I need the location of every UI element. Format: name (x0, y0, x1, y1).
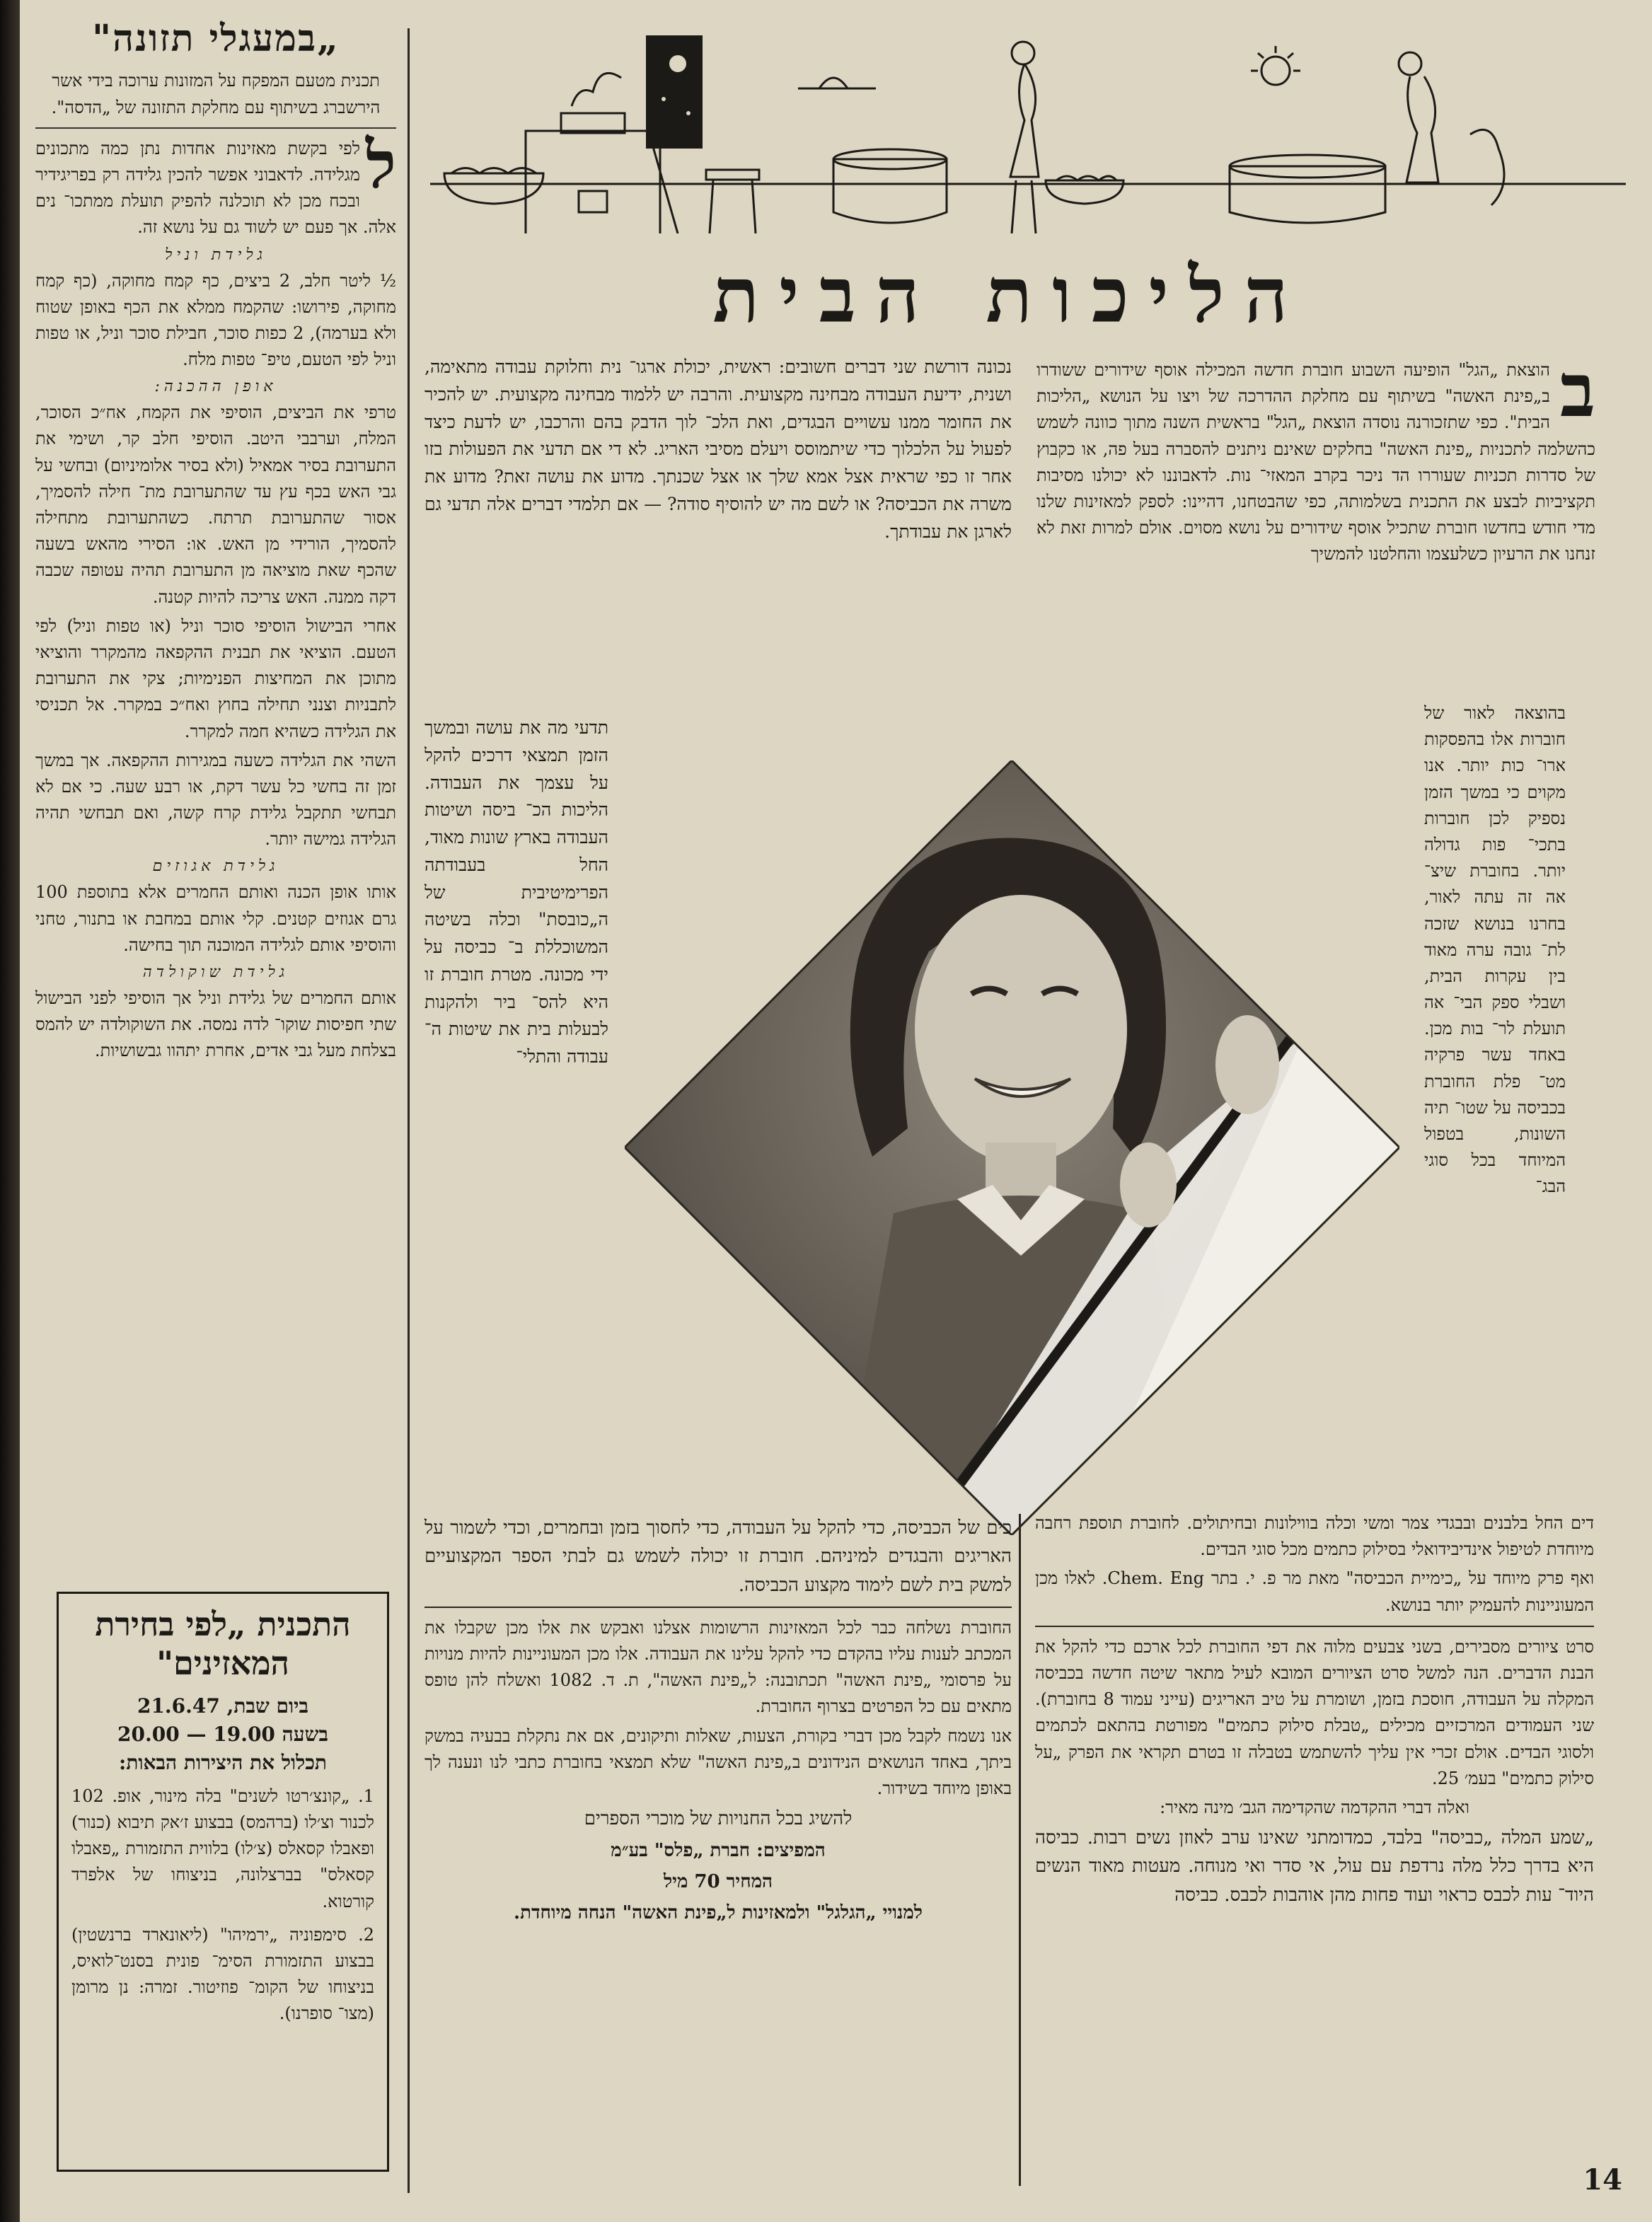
after-cooking-text: אחרי הבישול הוסיפי סוכר וניל (או טפות וניל) לפי הטעם. הוציאי את תבנית ההקפאה מהמקרר והוציאי מתוכן את המחיצות הפנימיות; צקי את התערובת לתבניות וצנני תחילה בחוץ ואח״כ במקרר. אל תכניסי את הגלידה כשהיא חמה למקרר. (35, 615, 396, 741)
bottom-column-divider (1019, 1514, 1021, 2186)
left-intro: ל לפי בקשת מאזינות אחדות נתן כמה מתכונים מגלידה. לדאבוני אפשר להכין גלידה רק בפריגידיר ובכח מכן לא תוכלנה להפיק תועלת ממתכו־ נים אלה. אך פעם יש לשוד גם על נושא זה. (35, 126, 396, 238)
preface-text: „שמע המלה „כביסה" בלבד, כמדומתני שאינו ערב לאוזן נשים רבות. כביסה היא בדרך כלל מלה נרדפת עם עול, אי סדר ואי מנוחה. מעטות מאוד הנשים היוד־ עות לכבס כראוי ועוד פחות מהן אוהבות לכבס. כביסה (1035, 1827, 1594, 1906)
article-right-narrow-column (1424, 700, 1566, 1203)
article-middle-bottom-2: אנו נשמח לקבל מכן דברי בקורת, הצעות, שאלות ותיקונים, אם את נתקלת בבעיה במשק ביתך, באחד הנושאים הנידונים ב„פינת האשה" שלא תמצאי בחוברת כתבי לנו ונענה לך באופן מיוחד בשידור. (424, 1725, 1012, 1799)
article-intro: ב הוצאת „הגל" הופיעה השבוע חוברת חדשה המכילה אוסף שידורים ששודרו ב„פינת האשה" בשיתוף עם מחלקת ההדרכה של ויצו על הנושא „הליכות הבית". כפי שתזכורנה נוסדה הוצאת „הגל" בראשית השנה מתוך כוונה לשמש כהשלמה לתכניות „פינת האשה" בחלקים שאינם ניתנים להסברה בעל פה, או כקבוץ של סדרות תכניות שעוררו הד ניכר בקרב המאזי־ נות. לדאבוננו לא יכולנו מסיבות תקציביות לבצע את התכנית בשלמותה, כפי שהבטחנו, דהיינו: לספק למאזינות שלנו מדי חודש בחדשו חוברת שתכיל אוסף שידורים על נושא מסוים. אולם למרות זאת לא זנחנו את הרעיון כשלעצמו והחלטנו להמשיך (1036, 347, 1596, 565)
left-column-title: „במעגלי תזונה" (92, 17, 340, 60)
article-drop-cap: ב (1559, 347, 1595, 434)
right-divider (1035, 1626, 1594, 1627)
left-column-subtitle: תכנית מטעם המפקח על המזונות ערוכה בידי אשר הירשברג בשיתוף עם מחלקת התזונה של „הדסה". (35, 67, 396, 129)
magazine-page (20, 0, 1652, 2222)
program-item-1: 1. „קונצ׳רטו לשנים" בלה מינור, אופ. 102 לכנור וצ׳לו (ברהמס) בבצוע ז׳אק תיבוא (כנור) ופאבלו קסאלס (צ׳לו) בלווית התזמורת „פאבלו קסאלס" בברצלונה, בניצוחו של אלפרד קורטוא. (71, 1786, 374, 1911)
book-binding-edge (0, 0, 20, 2222)
program-time: בשעה 19.00 — 20.00 (117, 1723, 328, 1747)
method-title: אופן ההכנה: (154, 378, 277, 396)
program-date: ביום שבת, 21.6.47 (137, 1694, 309, 1718)
article-middle-column (424, 354, 1012, 548)
recipe1-ingredients: ½ ליטר חלב, 2 ביצים, כף קמח מחוקה, (כף קמח מחוקה, פירושו: שהקמח ממלא את הכף באופן שטוח ולא בערמה), 2 כפות סוכר, חבילת סוכר וניל, או טפות וניל לפי הטעם, טיפ־ טפות מלח. (35, 270, 396, 370)
article-illustration-note: סרט ציורים מסבירים, בשני צבעים מלוה את דפי החוברת לכל ארכם כדי להקל את הבנת הדברים. הנה למשל סרט הציורים המובא לעיל מתאר שיטה חדשה בכביסה המקלה על העבודה, חוסכת בזמן, ושומרת על טיב האריגים (עייני עמוד 8 בחוברת). שני העמודים המרכזיים מכילים „טבלת סילוק כתמים" מפורטת בהתאם לכתמים ולסוגי הבדים. אולם זכרי אין עליך להשתמש בטבלה זו בטרם תקראי את הפרק „על סילוק כתמים" בעמ׳ 25. (1035, 1636, 1595, 1788)
program-item-2: 2. סימפוניה „ירמיהו" (ליאונארד ברנשטין) בבצוע התזמורת הסימ־ פונית בסנט־לואיס, בניצוחו של הקומ־ פוזיטור. זמרה: נן מרומן (מצו־ סופרנו). (71, 1924, 374, 2024)
article-right-column (1036, 347, 1596, 571)
subscribers-line: למנויי „הגלגל" ולמאזינות ל„פינת האשה" הנחה מיוחדת. (514, 1902, 923, 1924)
laundry-illustration-strip (423, 21, 1633, 233)
article-right-continue: דים החל בלבנים ובבגדי צמר ומשי וכלה בווילונות ובחיתולים. לחוברת תוספת רחבה מיוחדת לטיפול אינדיבידואלי בסילוק כתמים מכל סוגי הבדים. (1035, 1513, 1594, 1560)
recipe3-title: גלידת שוקולדה (142, 964, 289, 982)
recipe1-title: גלידת וניל (165, 245, 267, 264)
recipe2-text: אותו אופן הכנה ואותם החמרים אלא בתוספת 100 גרם אגוזים קטנים. קלי אותם במחבת או בתנור, טחני והוסיפי אותם לגלידה המוכנה תוך בחישה. (35, 882, 396, 955)
article-middle-narrow-text: תדעי מה את עושה ובמשך הזמן תמצאי דרכים להקל על עצמך את העבודה. הליכות הכ־ ביסה ושיטות העבודה בארץ שונות מאוד, החל בעבודתה הפרימיטיבית של ה„כובסת" וכלה בשיטה המשוכללת ב־ כביסה על ידי מכונה. מטרת חוברת זו היא להס־ ביר ולהקנות לבעלות בית את שיטות ה־ עבודה והתלי־ (424, 717, 608, 1067)
article-right-bottom (1035, 1510, 1594, 1912)
method-text: טרפי את הביצים, הוסיפי את הקמח, אח״כ הסוכר, המלח, וערבבי היטב. הוסיפי חלב קר, ושימי את התערובת בסיר אמאיל (ולא בסיר אלומיניום) ובחשי על גבי האש בכף עץ עד שהתערובת מת־ חילה להסמיך, אסור שהתערובת תרתח. כשהתערובת מתחילה להסמיך, הורידי מן האש. או: הסירי מהאש בשעה שהכף שאת מוציאה מן התערובת תהיה עטופה שכבה דקה ממנה. האש צריכה להיות קטנה. (35, 403, 396, 607)
article-middle-bottom-1: החוברת נשלחה כבר לכל המאזינות הרשומות אצלנו ואבקש את אלו מכן שקבלו את המכתב לענות עליו בהקדם כדי להקל עלינו את העבודה. אלו מכן המעוניינות להיות מנויות על פרסומי „פינת האשה" תכתובנה: ל„פינת האשה", ת. ד. 1082 ואשלח להן טופס מתאים עם כל הפרטים בצרוף החוברת. (424, 1617, 1012, 1717)
column-divider (408, 28, 410, 2193)
recipe2-title: גלידת אגוזים (152, 857, 279, 876)
distributors-line: המפיצים: חברת „פלס" בע״מ (611, 1839, 826, 1861)
article-middle-narrow-column (424, 714, 608, 1074)
middle-divider (424, 1607, 1012, 1608)
article-middle-text: נכונה דורשת שני דברים חשובים: ראשית, יכולת ארגו־ נית וחלוקת עבודה מתאימה, ושנית, ידיעת העבודה מבחינה מקצועית. והרבה יש ללמוד מבחינה מקצועית. יש להכיר את החומר ממנו עשויים הבגדים, ואת הלכ־ לוך הדבק בהם והרכבו, יש לדעת כיצד לפעול על הלכלוך כדי שיתמוסס ויעלם מסיבי האריג. לא די אם תדעי את הפעולות בזו אחר זו כפי שראית אצל אמא שלך או אצל שכנתך. מדוע את עושה זאת? מדוע את משרה את הכביסה? או לשם מה יש להוסיף סודה? — אם תלמדי דברים אלה תדעי גם לארגן את עבודתך. (424, 357, 1012, 542)
page-number: 14 (1583, 2163, 1622, 2197)
recipe3-text: אותם החמרים של גלידת וניל אך הוסיפי לפני הבישול שתי חפיסות שוקו־ לדה נמסה. את השוקולדה יש להמס בצלחת מעל גבי אדים, אחרת יתהוו גבשושיות. (35, 988, 396, 1061)
program-box-title: התכנית „לפי בחירת המאזינים" (95, 1605, 351, 1683)
price-line: המחיר 70 מיל (663, 1870, 773, 1892)
freezing-text: השהי את הגלידה כשעה במגירות ההקפאה. אך במשך זמן זה בחשי כל עשר דקת, או רבע שעה. כי אם לא תבחשי תתקבל גלידת קרח קשה, ואם תבחשי תהיה הגלידה גמישה יותר. (35, 750, 396, 850)
article-middle-after: כים של הכביסה, כדי להקל על העבודה, כדי לחסוך בזמן ובחמרים, וכדי לשמור על האריגים והבגדים למיניהם. חוברת זו יכולה לשמש גם לבתי הספר המקצועיים למשק בית לשם לימוד מקצוע הכביסה. (424, 1517, 1012, 1596)
article-middle-bottom (424, 1514, 1012, 1930)
radio-program-box (57, 1592, 389, 2172)
article-title: הליכות הבית (712, 251, 1308, 340)
left-drop-cap: ל (365, 126, 396, 203)
article-right-narrow-text: בהוצאה לאור של חוברות אלו בהפסקות ארו־ כות יותר. אנו מקוים כי במשך הזמן נספיק לכן חוברות בתכי־ פות גדולה יותר. בחוברת שיצ־ אה זה עתה לאור, בחרנו בנושא שזכה לת־ גובה ערה מאוד בין עקרות הבית, ושבלי ספק הבי־ אה תועלת לר־ בות מכן. באחד עשר פרקיה מט־ פלת החוברת בכביסה על שטו־ תיה השונות, בטפול המיוחד בכל סוגי הבג־ (1424, 703, 1566, 1197)
woman-portrait-photo (625, 760, 1399, 1535)
availability-line: להשיג בכל החנויות של מוכרי הספרים (584, 1808, 853, 1830)
preface-intro: ואלה דברי ההקדמה שהקדימה הגב׳ מינה מאיר: (1160, 1797, 1469, 1817)
program-includes: תכלול את היצירות הבאות: (118, 1750, 328, 1774)
article-chemistry-chapter: ואף פרק מיוחד על „כימיית הכביסה" מאת מר פ. י. בתר Chem. Eng. לאלו מכן המעוניינות להעמיק יותר בנושא. (1035, 1568, 1594, 1615)
